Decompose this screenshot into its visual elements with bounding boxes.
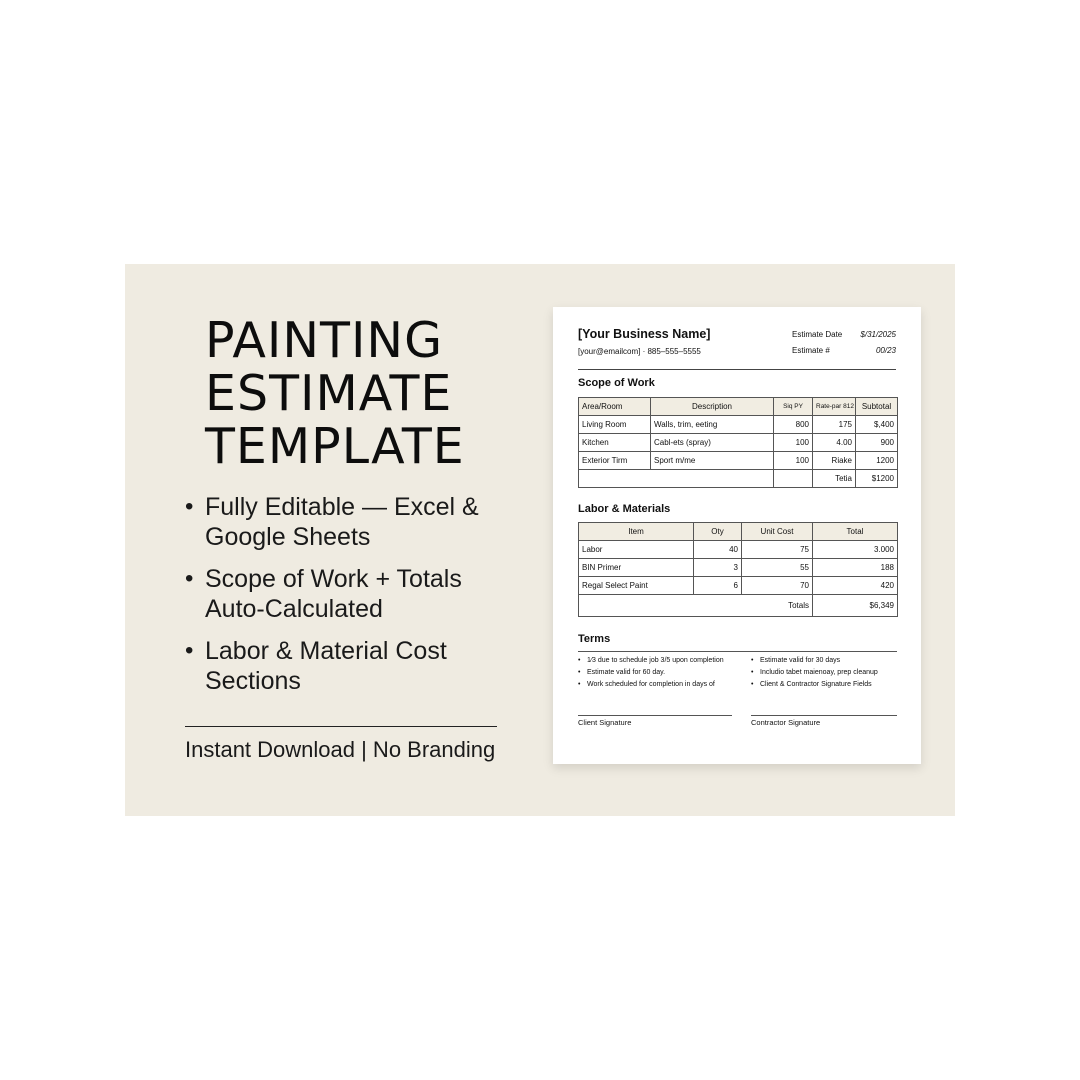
estimate-date-value: $/31/2025 (860, 330, 896, 339)
term-item (751, 655, 878, 667)
table-cell: 420 (813, 577, 898, 595)
term-text: Estimate valid for 60 day. (587, 669, 666, 676)
table-cell: Exterior Tirm (579, 452, 651, 470)
table-cell: Kitchen (579, 434, 651, 452)
table-cell: Living Room (579, 416, 651, 434)
feature-item (185, 492, 505, 552)
table-row (579, 559, 898, 577)
term-item (578, 679, 724, 691)
estimate-date-row (792, 330, 896, 346)
promo-title (205, 314, 505, 473)
term-text: Estimate valid for 30 days (760, 657, 841, 664)
total-value: $1200 (856, 470, 898, 488)
table-cell: 55 (742, 559, 813, 577)
bullet-icon: • (185, 493, 194, 520)
terms-heading: Terms (578, 633, 611, 645)
term-item (578, 655, 724, 667)
divider (578, 651, 897, 652)
column-header: Total (813, 523, 898, 541)
table-row (579, 577, 898, 595)
table-row (579, 434, 898, 452)
estimate-number-label: Estimate # (792, 346, 830, 355)
term-text: Work scheduled for completion in days of (587, 681, 715, 688)
table-header-row (579, 398, 898, 416)
total-label: Totals (579, 595, 813, 617)
feature-item (185, 564, 505, 624)
total-value: $6,349 (813, 595, 898, 617)
bullet-icon: • (578, 681, 581, 688)
promo-footer: Instant Download | No Branding (185, 737, 496, 762)
table-cell: 40 (694, 541, 742, 559)
document-header (578, 327, 896, 370)
feature-item (185, 636, 505, 696)
title-line: TEMPLATE (205, 418, 465, 475)
column-header: Unit Cost (742, 523, 813, 541)
table-cell: 800 (774, 416, 813, 434)
scope-heading: Scope of Work (578, 377, 655, 389)
table-cell: Cabl-ets (spray) (651, 434, 774, 452)
estimate-meta (792, 330, 896, 362)
table-row (579, 541, 898, 559)
bullet-icon: • (185, 565, 194, 592)
table-cell: 175 (813, 416, 856, 434)
total-label: Tetia (813, 470, 856, 488)
column-header: Siq PY (774, 398, 813, 416)
estimate-number-value: 00/23 (875, 346, 896, 355)
labor-table (578, 522, 898, 617)
total-row (579, 595, 898, 617)
term-item (751, 667, 878, 679)
table-row (579, 416, 898, 434)
bullet-icon: • (578, 657, 581, 664)
business-contact: [your@emailcom] · 885–555–5555 (578, 347, 701, 356)
divider (185, 726, 497, 727)
table-cell: 188 (813, 559, 898, 577)
table-cell: 100 (774, 452, 813, 470)
client-signature-line: Client Signature (578, 715, 732, 727)
labor-heading: Labor & Materials (578, 503, 671, 515)
table-cell: BIN Primer (579, 559, 694, 577)
promo-panel (125, 264, 545, 816)
table-cell: 4.00 (813, 434, 856, 452)
bullet-icon: • (751, 669, 754, 676)
table-cell: 6 (694, 577, 742, 595)
term-text: Client & Contractor Signature Fields (760, 681, 872, 688)
table-cell: Labor (579, 541, 694, 559)
bullet-icon: • (578, 669, 581, 676)
estimate-document (553, 307, 921, 764)
column-header: Subtotal (856, 398, 898, 416)
term-text: Includio tabet maienoay, prep cleanup (760, 669, 878, 676)
table-cell: Riake (813, 452, 856, 470)
column-header: Item (579, 523, 694, 541)
feature-text: Scope of Work + Totals Auto-Calculated (205, 565, 462, 623)
table-cell: $,400 (856, 416, 898, 434)
table-cell: 1200 (856, 452, 898, 470)
feature-list (185, 492, 505, 708)
table-cell: Walls, trim, eeting (651, 416, 774, 434)
feature-text: Fully Editable — Excel & Google Sheets (205, 493, 479, 551)
table-cell: Sport m/me (651, 452, 774, 470)
estimate-date-label: Estimate Date (792, 330, 843, 339)
business-name: [Your Business Name] (578, 327, 711, 341)
term-text: 1⁄3 due to schedule job 3/5 upon completion (587, 657, 724, 664)
terms-list-left (578, 655, 724, 691)
table-header-row (579, 523, 898, 541)
table-cell: 70 (742, 577, 813, 595)
table-cell: 3 (694, 559, 742, 577)
column-header: Description (651, 398, 774, 416)
title-line: ESTIMATE (205, 365, 453, 422)
column-header: Rate-par 812 (813, 398, 856, 416)
term-item (751, 679, 878, 691)
estimate-number-row (792, 346, 896, 362)
column-header: Area/Room (579, 398, 651, 416)
table-cell: 100 (774, 434, 813, 452)
table-cell: 3.000 (813, 541, 898, 559)
bullet-icon: • (185, 637, 194, 664)
product-banner (125, 264, 955, 816)
contractor-signature-line: Contractor Signature (751, 715, 897, 727)
table-cell: Regal Select Paint (579, 577, 694, 595)
total-row (579, 470, 898, 488)
table-cell (579, 470, 774, 488)
term-item (578, 667, 724, 679)
column-header: Oty (694, 523, 742, 541)
table-row (579, 452, 898, 470)
bullet-icon: • (751, 657, 754, 664)
table-cell: 900 (856, 434, 898, 452)
table-cell: 75 (742, 541, 813, 559)
feature-text: Labor & Material Cost Sections (205, 637, 447, 695)
table-cell (774, 470, 813, 488)
title-line: PAINTING (205, 312, 444, 369)
bullet-icon: • (751, 681, 754, 688)
terms-list-right (751, 655, 878, 691)
scope-table (578, 397, 898, 488)
